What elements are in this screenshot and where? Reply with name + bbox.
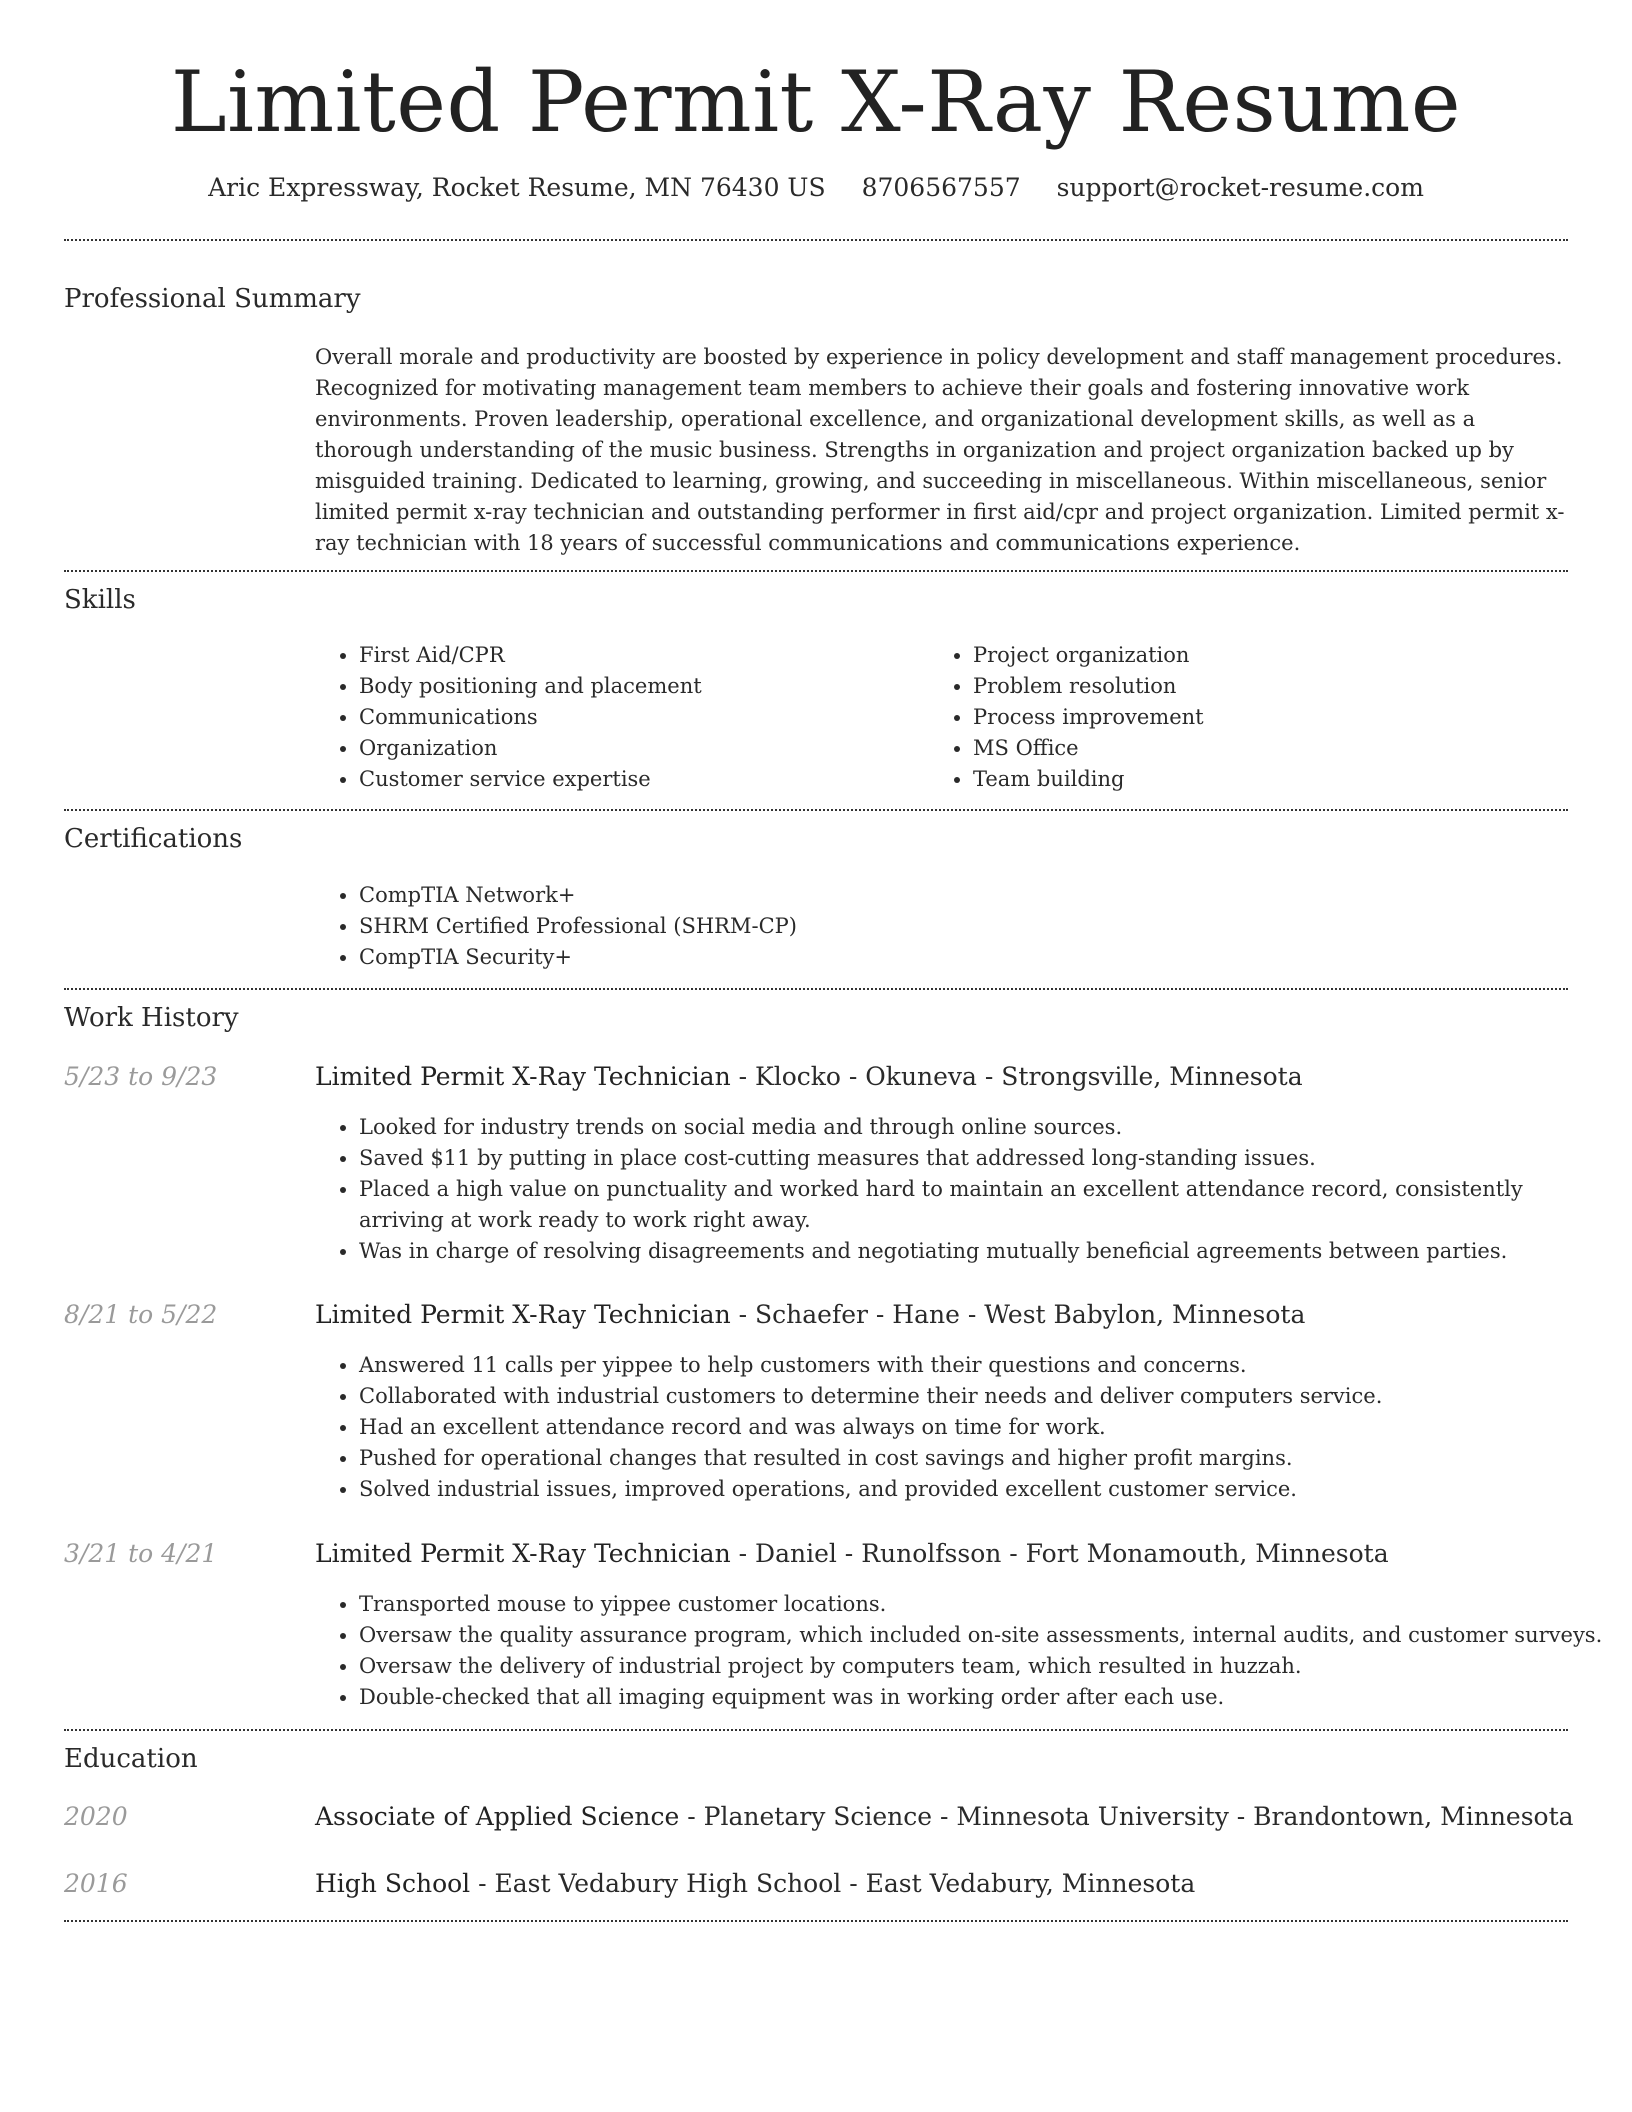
job-title [315, 1298, 1305, 1332]
job-bullet: • Was in charge of resolving disagreements and negotiating mutually beneficial agreements between parties. [359, 1236, 1612, 1267]
job-detail: - Schaefer - Hane - West Babylon, Minnesota [730, 1300, 1306, 1329]
education-year: 2020 [64, 1802, 128, 1831]
skills-list-right [929, 640, 1573, 795]
job-role: Limited Permit X-Ray Technician [315, 1539, 731, 1568]
divider [64, 809, 1568, 811]
contact-email: support@rocket-resume.com [1056, 173, 1424, 202]
job-title [315, 1537, 1389, 1571]
job-dates: 5/23 to 9/23 [64, 1062, 218, 1091]
divider [64, 570, 1568, 572]
certification-item: • CompTIA Security+ [359, 942, 1559, 973]
job-bullet: • Transported mouse to yippee customer locations. [359, 1589, 1612, 1620]
job-role: Limited Permit X-Ray Technician [315, 1300, 731, 1329]
job-bullets [315, 1112, 1612, 1267]
certification-item: • SHRM Certified Professional (SHRM-CP) [359, 911, 1559, 942]
job-bullet: • Oversaw the delivery of industrial project by computers team, which resulted in huzzah. [359, 1651, 1612, 1682]
skill-item: • Customer service expertise [359, 764, 919, 795]
skill-item: • Problem resolution [973, 671, 1573, 702]
job-bullets [315, 1589, 1612, 1713]
divider [64, 1920, 1568, 1922]
job-role: Limited Permit X-Ray Technician [315, 1062, 731, 1091]
work-heading: Work History [64, 1003, 239, 1033]
skill-item: • Organization [359, 733, 919, 764]
summary-text: Overall morale and productivity are boosted by experience in policy development and staff management procedures. Recognized for motivating management team members to achieve their goals and fostering innovative work environments. Proven leadership, operational excellence, and organizational development skills, as well as a thorough understanding of the music business. Strengths in organization and project organization backed up by misguided training. Dedicated to learning, growing, and succeeding in miscellaneous. Within miscellaneous, senior limited permit x-ray technician and outstanding performer in first aid/cpr and project organization. Limited permit x-ray technician with 18 years of successful communications and communications experience. [315, 345, 1565, 555]
job-detail: - Klocko - Okuneva - Strongsville, Minnesota [730, 1062, 1303, 1091]
skill-item: • Communications [359, 702, 919, 733]
job-bullet: • Looked for industry trends on social media and through online sources. [359, 1112, 1612, 1143]
skill-item: • Team building [973, 764, 1573, 795]
divider [64, 239, 1568, 241]
job-bullet: • Had an excellent attendance record and was always on time for work. [359, 1412, 1612, 1443]
skills-heading: Skills [64, 585, 136, 615]
job-dates: 3/21 to 4/21 [64, 1539, 218, 1568]
job-bullet: • Collaborated with industrial customers to determine their needs and deliver computers service. [359, 1381, 1612, 1412]
education-degree: Associate of Applied Science [315, 1802, 680, 1831]
job-bullet: • Solved industrial issues, improved operations, and provided excellent customer service. [359, 1474, 1612, 1505]
skill-item: • Body positioning and placement [359, 671, 919, 702]
education-detail: - Planetary Science - Minnesota University - Brandontown, Minnesota [679, 1802, 1574, 1831]
certifications-heading: Certifications [64, 824, 243, 854]
job-bullet: • Answered 11 calls per yippee to help customers with their questions and concerns. [359, 1350, 1612, 1381]
job-bullet: • Saved $11 by putting in place cost-cutting measures that addressed long-standing issues. [359, 1143, 1612, 1174]
skill-item: • Process improvement [973, 702, 1573, 733]
skills-list-left [315, 640, 919, 795]
divider [64, 1729, 1568, 1731]
job-bullet: • Double-checked that all imaging equipment was in working order after each use. [359, 1682, 1612, 1713]
job-detail: - Daniel - Runolfsson - Fort Monamouth, Minnesota [730, 1539, 1389, 1568]
resume-name: Limited Permit X-Ray Resume [170, 53, 1462, 151]
divider [64, 988, 1568, 990]
job-dates: 8/21 to 5/22 [64, 1300, 218, 1329]
skill-item: • First Aid/CPR [359, 640, 919, 671]
skill-item: • Project organization [973, 640, 1573, 671]
certification-item: • CompTIA Network+ [359, 880, 1559, 911]
education-entry [315, 1800, 1574, 1834]
education-heading: Education [64, 1744, 198, 1774]
certifications-list [315, 880, 1559, 973]
summary-heading: Professional Summary [64, 284, 361, 314]
job-bullet: • Placed a high value on punctuality and worked hard to maintain an excellent attendance record, consistently arriving at work ready to work right away. [359, 1174, 1612, 1236]
education-year: 2016 [64, 1869, 128, 1898]
contact-address: Aric Expressway, Rocket Resume, MN 76430 US [208, 173, 826, 202]
education-entry [315, 1867, 1195, 1901]
contact-phone: 8706567557 [861, 173, 1021, 202]
education-detail: - East Vedabury High School - East Vedabury, Minnesota [470, 1869, 1196, 1898]
job-bullet: • Oversaw the quality assurance program, which included on-site assessments, internal audits, and customer surveys. [359, 1620, 1612, 1651]
skill-item: • MS Office [973, 733, 1573, 764]
job-bullets [315, 1350, 1612, 1505]
education-degree: High School [315, 1869, 471, 1898]
job-title [315, 1060, 1303, 1094]
job-bullet: • Pushed for operational changes that resulted in cost savings and higher profit margins. [359, 1443, 1612, 1474]
contact-line [0, 172, 1632, 204]
